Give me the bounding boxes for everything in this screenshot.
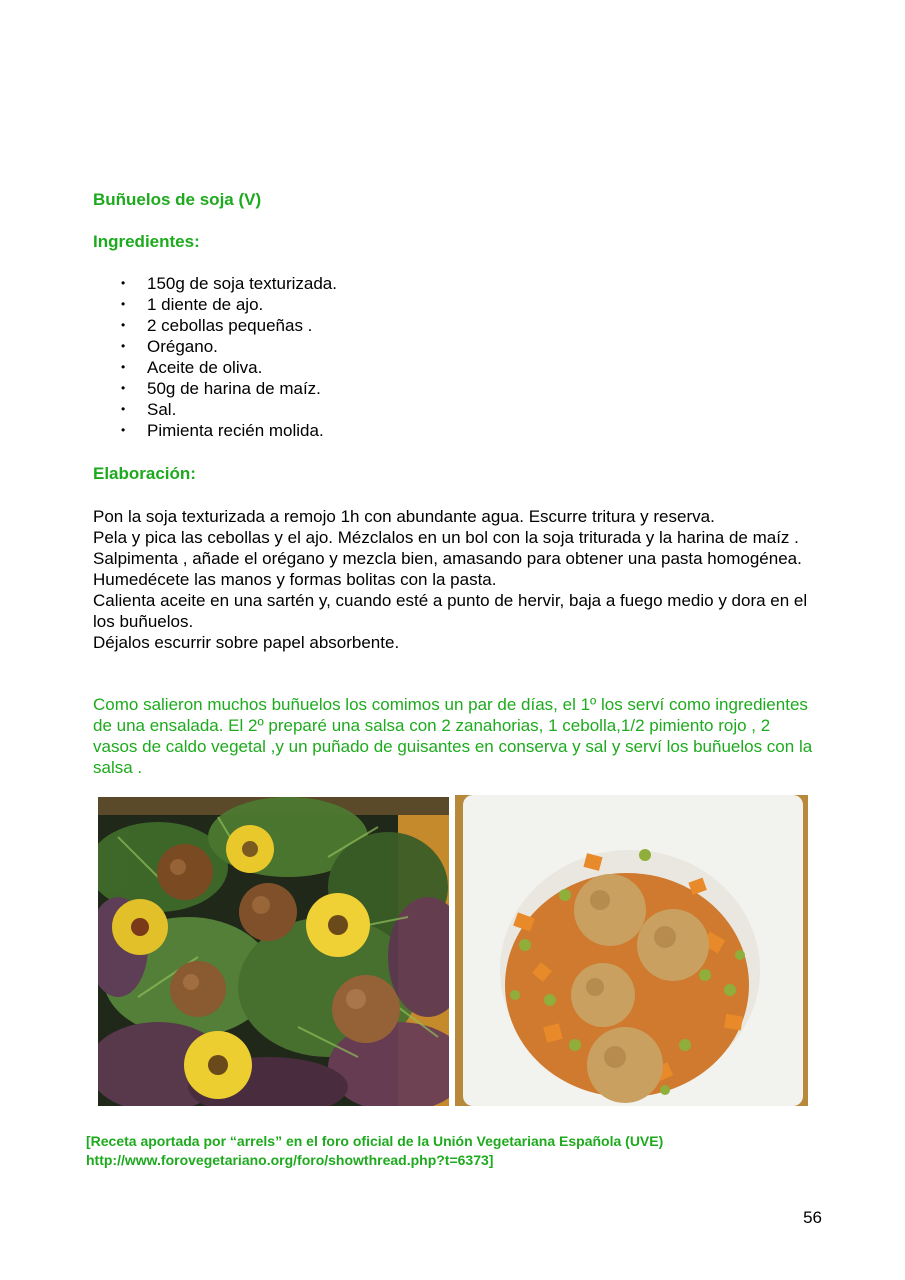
list-item <box>121 315 721 336</box>
bullet-icon: • <box>121 297 126 311</box>
ingredient-text: Sal. <box>147 400 177 419</box>
list-item <box>121 336 721 357</box>
step-paragraph: Déjalos escurrir sobre papel absorbente. <box>93 633 400 652</box>
ingredient-text: 2 cebollas pequeñas . <box>147 316 313 335</box>
credit-url: http://www.forovegetariano.org/foro/showthread.php?t=6373] <box>86 1152 494 1168</box>
credit-line: [Receta aportada por “arrels” en el foro oficial de la Unión Vegetariana Española (UVE) <box>86 1133 664 1149</box>
step-paragraph: Pon la soja texturizada a remojo 1h con abundante agua. Escurre tritura y reserva. <box>93 507 715 526</box>
ingredients-heading: Ingredientes: <box>93 232 200 251</box>
salad-photo-illustration <box>98 797 449 1106</box>
list-item <box>121 420 721 441</box>
bullet-icon: • <box>121 339 126 353</box>
bullet-icon: • <box>121 318 126 332</box>
serving-note: Como salieron muchos buñuelos los comimos un par de días, el 1º los serví como ingredientes de una ensalada. El 2º preparé una salsa con 2 zanahorias, 1 cebolla,1/2 pimiento rojo , 2 vasos de caldo vegetal ,y un puñado de guisantes en conserva y sal y serví los buñuelos con la salsa . <box>93 695 813 777</box>
recipe-title: Buñuelos de soja (V) <box>93 190 262 209</box>
bullet-icon: • <box>121 276 126 290</box>
list-item <box>121 294 721 315</box>
salad-photo <box>98 797 449 1106</box>
ingredient-text: 150g de soja texturizada. <box>147 274 337 293</box>
page-number: 56 <box>803 1208 822 1227</box>
list-item <box>121 378 721 399</box>
plate-photo <box>455 795 808 1106</box>
bullet-icon: • <box>121 423 126 437</box>
ingredients-list <box>121 273 721 441</box>
ingredient-text: 50g de harina de maíz. <box>147 379 321 398</box>
list-item <box>121 399 721 420</box>
list-item <box>121 357 721 378</box>
elaboration-steps <box>93 506 813 653</box>
list-item <box>121 273 721 294</box>
bullet-icon: • <box>121 402 126 416</box>
plate-photo-illustration <box>455 795 808 1106</box>
step-paragraph: Humedécete las manos y formas bolitas con la pasta. <box>93 570 497 589</box>
bullet-icon: • <box>121 381 126 395</box>
step-paragraph: Calienta aceite en una sartén y, cuando esté a punto de hervir, baja a fuego medio y dora en el los buñuelos. <box>93 591 808 631</box>
ingredient-text: Pimienta recién molida. <box>147 421 324 440</box>
step-paragraph: Pela y pica las cebollas y el ajo. Mézclalos en un bol con la soja triturada y la harina de maíz . Salpimenta , añade el orégano y mezcla bien, amasando para obtener una pasta homogénea. <box>93 528 802 568</box>
ingredient-text: Orégano. <box>147 337 218 356</box>
bullet-icon: • <box>121 360 126 374</box>
elaboration-heading: Elaboración: <box>93 464 196 483</box>
recipe-credit <box>86 1132 846 1170</box>
ingredient-text: Aceite de oliva. <box>147 358 263 377</box>
ingredient-text: 1 diente de ajo. <box>147 295 264 314</box>
